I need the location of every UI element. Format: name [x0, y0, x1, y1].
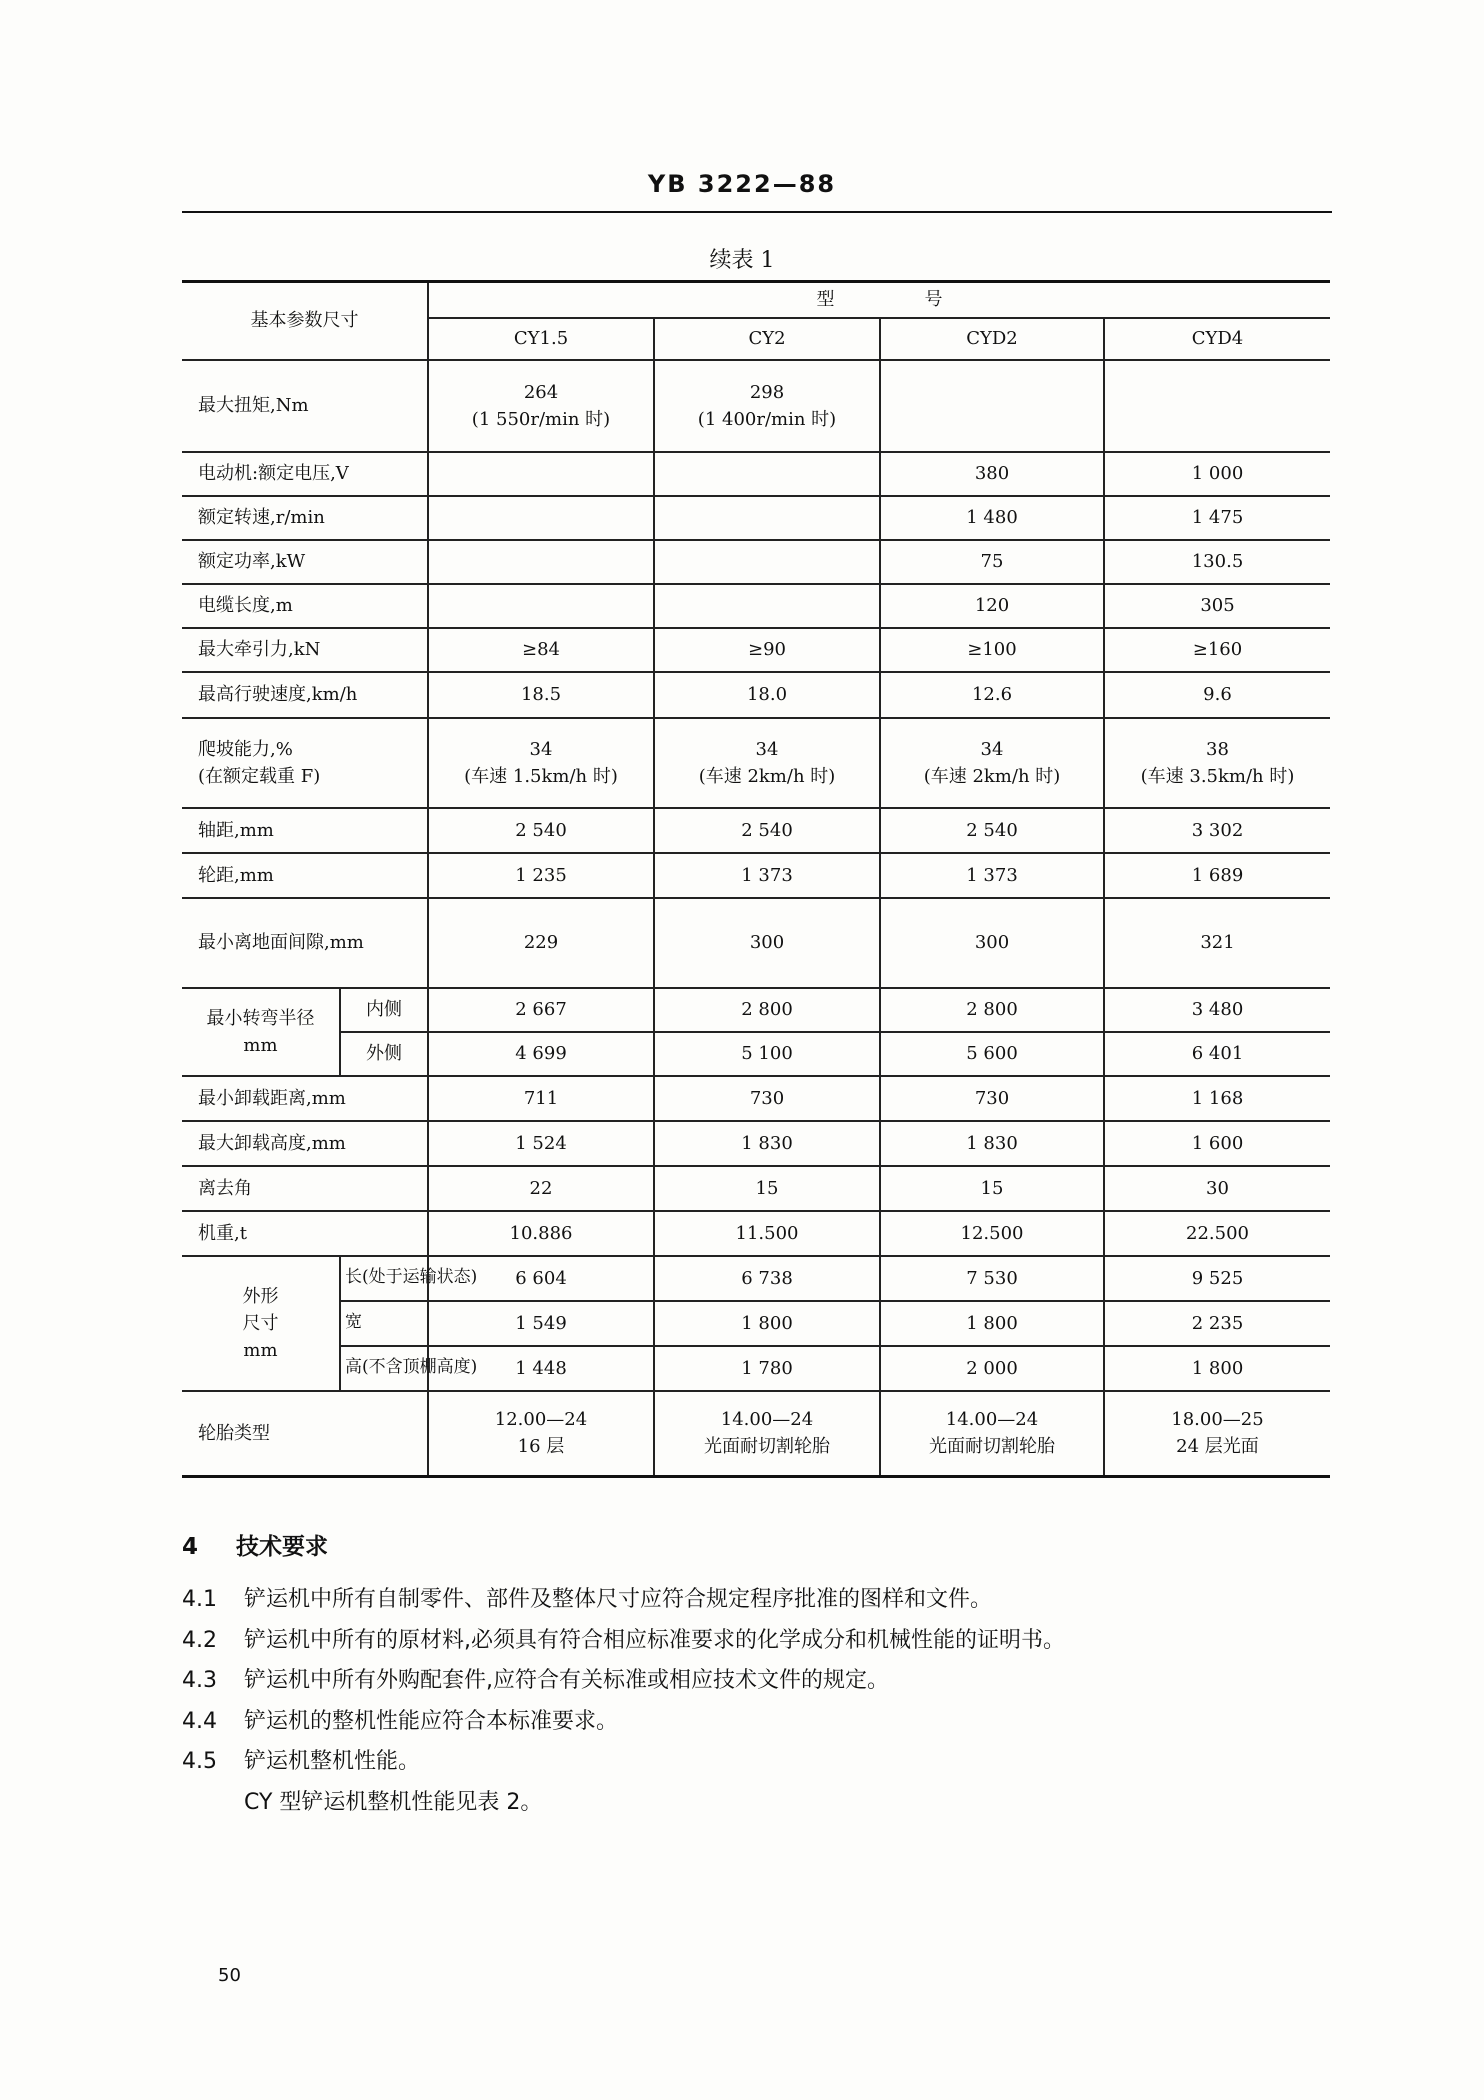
- tire-type-label: 轮胎类型: [182, 1391, 428, 1477]
- cell-line: 1 689: [1191, 864, 1244, 886]
- table-row: [182, 1391, 1330, 1477]
- cell-line: 1 000: [1191, 463, 1244, 484]
- requirement-text: 铲运机整机性能。: [244, 1749, 421, 1774]
- cell-line: 38: [1206, 738, 1229, 760]
- value-cell: 5 100: [654, 1032, 880, 1076]
- value-cell: 3 480: [1104, 988, 1330, 1032]
- value-cell: [428, 452, 654, 496]
- value-cell: [654, 628, 880, 672]
- row-label: 最小卸载距离,mm: [182, 1076, 428, 1121]
- value-cell: [880, 718, 1104, 808]
- section-title: 技术要求: [236, 1534, 329, 1560]
- value-cell: 1 780: [654, 1346, 880, 1391]
- cell-line: 305: [1200, 595, 1235, 616]
- model-cyd4: CYD4: [1104, 318, 1330, 360]
- cell-line: (车速 3.5km/h 时): [1140, 765, 1295, 787]
- table-row: [182, 540, 1330, 584]
- value-cell: 11.500: [654, 1211, 880, 1256]
- value-cell: [654, 718, 880, 808]
- value-cell: 6 401: [1104, 1032, 1330, 1076]
- requirement-item: [182, 1704, 618, 1735]
- value-cell: 12.500: [880, 1211, 1104, 1256]
- row-label: 电缆长度,m: [182, 584, 428, 628]
- value-cell: 730: [880, 1076, 1104, 1121]
- cell-line: 14.00—24: [720, 1409, 814, 1431]
- row-label: 最大扭矩,Nm: [182, 360, 428, 452]
- value-cell: [654, 1391, 880, 1477]
- value-cell: 2 235: [1104, 1301, 1330, 1346]
- cell-line: 12.00—24: [494, 1409, 588, 1431]
- value-cell: [654, 360, 880, 452]
- cell-line: ≥160: [1192, 639, 1243, 660]
- cell-line: 14.00—24: [945, 1409, 1039, 1431]
- table-row: [182, 898, 1330, 988]
- cell-line: 130.5: [1191, 551, 1244, 572]
- value-cell: 30: [1104, 1166, 1330, 1211]
- value-cell: 22.500: [1104, 1211, 1330, 1256]
- table-row: [182, 1256, 1330, 1301]
- cell-line: ≥84: [522, 639, 560, 660]
- cell-line: 298: [749, 381, 785, 403]
- row-label: 最大牵引力,kN: [182, 628, 428, 672]
- cell-line: 18.0: [746, 684, 788, 705]
- value-cell: 1 549: [428, 1301, 654, 1346]
- value-cell: [1104, 360, 1330, 452]
- table-row: [182, 628, 1330, 672]
- table-row: [182, 672, 1330, 718]
- value-cell: 2 000: [880, 1346, 1104, 1391]
- cell-line: 321: [1200, 932, 1235, 953]
- requirement-number: 4.4: [182, 1708, 217, 1734]
- value-cell: 2 800: [880, 988, 1104, 1032]
- value-cell: 4 699: [428, 1032, 654, 1076]
- cell-line: 120: [974, 595, 1010, 616]
- table-row: [182, 496, 1330, 540]
- table-row: [182, 1211, 1330, 1256]
- value-cell: 1 168: [1104, 1076, 1330, 1121]
- value-cell: [1104, 628, 1330, 672]
- row-label: 最大卸载高度,mm: [182, 1121, 428, 1166]
- value-cell: [428, 496, 654, 540]
- table-row: [182, 452, 1330, 496]
- cell-line: 1 235: [515, 864, 567, 886]
- cell-line: (1 400r/min 时): [697, 408, 837, 430]
- value-cell: 2 667: [428, 988, 654, 1032]
- cell-line: (在额定载重 F): [198, 765, 321, 787]
- value-cell: [880, 1391, 1104, 1477]
- row-label: 电动机:额定电压,V: [182, 452, 428, 496]
- value-cell: [1104, 808, 1330, 853]
- value-cell: [428, 853, 654, 898]
- value-cell: [880, 672, 1104, 718]
- turning-radius-label: [182, 988, 340, 1076]
- requirement-item: [182, 1663, 889, 1694]
- value-cell: [654, 584, 880, 628]
- row-label: 最小离地面间隙,mm: [182, 898, 428, 988]
- dim-width-label: 宽: [340, 1301, 428, 1346]
- value-cell: [654, 898, 880, 988]
- value-cell: [654, 808, 880, 853]
- value-cell: [880, 540, 1104, 584]
- value-cell: [428, 898, 654, 988]
- cell-line: 1 373: [741, 864, 793, 886]
- value-cell: [1104, 452, 1330, 496]
- turning-inner-label: 内侧: [340, 988, 428, 1032]
- value-cell: 1 600: [1104, 1121, 1330, 1166]
- value-cell: [428, 584, 654, 628]
- requirement-number: 4.5: [182, 1749, 217, 1774]
- row-label: 额定转速,r/min: [182, 496, 428, 540]
- value-cell: [880, 452, 1104, 496]
- standard-code: YB 3222—88: [647, 170, 837, 198]
- table-row: [182, 853, 1330, 898]
- table-row: [182, 1166, 1330, 1211]
- table-row: [182, 718, 1330, 808]
- param-header: 基本参数尺寸: [182, 282, 428, 360]
- value-cell: 10.886: [428, 1211, 654, 1256]
- value-cell: [880, 853, 1104, 898]
- cell-line: 3 302: [1191, 819, 1244, 841]
- model-cyd2: CYD2: [880, 318, 1104, 360]
- table-row: [182, 1032, 1330, 1076]
- value-cell: 1 800: [1104, 1346, 1330, 1391]
- cell-line: 34: [980, 738, 1004, 760]
- value-cell: [654, 853, 880, 898]
- cell-line: 爬坡能力,%: [198, 738, 293, 760]
- cell-line: 1 475: [1191, 507, 1244, 528]
- cell-line: 18.00—25: [1171, 1409, 1264, 1431]
- value-cell: [1104, 584, 1330, 628]
- cell-line: 75: [980, 551, 1004, 572]
- value-cell: [654, 672, 880, 718]
- row-label: 最高行驶速度,km/h: [182, 672, 428, 718]
- value-cell: [1104, 898, 1330, 988]
- dimensions-label: [182, 1256, 340, 1391]
- requirement-item: [182, 1582, 992, 1613]
- cell-line: 最小转弯半径: [206, 1007, 315, 1029]
- cell-line: 1 480: [966, 507, 1018, 528]
- table-row: [182, 282, 1330, 318]
- value-cell: 6 604: [428, 1256, 654, 1301]
- value-cell: [428, 360, 654, 452]
- requirement-text: 铲运机中所有自制零件、部件及整体尺寸应符合规定程序批准的图样和文件。: [244, 1587, 993, 1612]
- value-cell: 5 600: [880, 1032, 1104, 1076]
- cell-line: (1 550r/min 时): [471, 408, 611, 430]
- cell-line: 光面耐切割轮胎: [704, 1436, 830, 1458]
- row-label: 轮距,mm: [182, 853, 428, 898]
- table-row: [182, 808, 1330, 853]
- value-cell: [880, 628, 1104, 672]
- dim-height-label: 高(不含顶棚高度): [340, 1346, 428, 1391]
- cell-line: 300: [749, 932, 785, 953]
- table-row: [182, 1346, 1330, 1391]
- table-row: [182, 1301, 1330, 1346]
- turning-outer-label: 外侧: [340, 1032, 428, 1076]
- page-number: 50: [218, 1965, 241, 1986]
- model-cy1-5: CY1.5: [428, 318, 654, 360]
- value-cell: [1104, 672, 1330, 718]
- value-cell: 1 800: [654, 1301, 880, 1346]
- row-label: 轴距,mm: [182, 808, 428, 853]
- cell-line: 18.5: [520, 684, 562, 705]
- value-cell: [880, 584, 1104, 628]
- value-cell: 1 830: [654, 1121, 880, 1166]
- row-label: [182, 718, 428, 808]
- table-row: [182, 584, 1330, 628]
- cell-line: 2 540: [515, 819, 567, 841]
- value-cell: [428, 808, 654, 853]
- cell-line: (车速 2km/h 时): [923, 765, 1061, 787]
- cell-line: 2 540: [741, 819, 793, 841]
- table-row: [182, 1076, 1330, 1121]
- row-label: 额定功率,kW: [182, 540, 428, 584]
- value-cell: 2 800: [654, 988, 880, 1032]
- value-cell: 15: [654, 1166, 880, 1211]
- table-reference-note: CY 型铲运机整机性能见表 2。: [244, 1790, 543, 1815]
- value-cell: 6 738: [654, 1256, 880, 1301]
- requirement-text: 铲运机中所有外购配套件,应符合有关标准或相应技术文件的规定。: [244, 1668, 889, 1693]
- value-cell: 730: [654, 1076, 880, 1121]
- row-label: 离去角: [182, 1166, 428, 1211]
- cell-line: 24 层光面: [1176, 1436, 1259, 1458]
- cell-line: 34: [529, 738, 553, 760]
- value-cell: 711: [428, 1076, 654, 1121]
- value-cell: 9 525: [1104, 1256, 1330, 1301]
- cell-line: 300: [974, 932, 1010, 953]
- cell-line: 34: [755, 738, 779, 760]
- requirement-text: 铲运机的整机性能应符合本标准要求。: [244, 1708, 619, 1734]
- value-cell: [880, 360, 1104, 452]
- value-cell: 15: [880, 1166, 1104, 1211]
- value-cell: 1 524: [428, 1121, 654, 1166]
- value-cell: [654, 540, 880, 584]
- cell-line: 380: [974, 463, 1010, 484]
- cell-line: 12.6: [971, 684, 1013, 705]
- value-cell: [428, 540, 654, 584]
- table-caption: 续表 1: [709, 248, 775, 273]
- cell-line: (车速 1.5km/h 时): [464, 765, 618, 787]
- value-cell: 22: [428, 1166, 654, 1211]
- requirement-item: [182, 1623, 1065, 1654]
- requirement-text: 铲运机中所有的原材料,必须具有符合相应标准要求的化学成分和机械性能的证明书。: [244, 1627, 1065, 1653]
- value-cell: 7 530: [880, 1256, 1104, 1301]
- value-cell: [1104, 540, 1330, 584]
- cell-line: ≥100: [967, 639, 1017, 660]
- cell-line: 229: [523, 932, 559, 953]
- cell-line: 尺寸: [242, 1312, 279, 1334]
- value-cell: [654, 496, 880, 540]
- value-cell: [880, 808, 1104, 853]
- dim-length-label: 长(处于运输状态): [340, 1256, 428, 1301]
- cell-line: 9.6: [1203, 684, 1232, 705]
- cell-line: 1 373: [966, 864, 1018, 886]
- value-cell: [428, 628, 654, 672]
- requirement-item: [182, 1744, 420, 1775]
- section-heading: [182, 1528, 328, 1561]
- value-cell: 1 830: [880, 1121, 1104, 1166]
- cell-line: 16 层: [517, 1436, 565, 1458]
- cell-line: 264: [523, 381, 559, 403]
- value-cell: [1104, 1391, 1330, 1477]
- cell-line: 外形: [242, 1285, 279, 1307]
- value-cell: [654, 452, 880, 496]
- cell-line: 光面耐切割轮胎: [929, 1436, 1055, 1458]
- value-cell: 1 448: [428, 1346, 654, 1391]
- model-header: 型 号: [428, 282, 1330, 318]
- cell-line: mm: [243, 1339, 278, 1361]
- row-label: 机重,t: [182, 1211, 428, 1256]
- table-row: [182, 988, 1330, 1032]
- value-cell: [880, 898, 1104, 988]
- table-row: [182, 1121, 1330, 1166]
- cell-line: mm: [243, 1034, 278, 1056]
- value-cell: [880, 496, 1104, 540]
- value-cell: [428, 672, 654, 718]
- value-cell: [1104, 853, 1330, 898]
- value-cell: [1104, 496, 1330, 540]
- table-row: [182, 360, 1330, 452]
- requirement-number: 4.1: [182, 1587, 217, 1612]
- section-number: 4: [182, 1534, 199, 1560]
- spec-table: [182, 280, 1330, 1478]
- model-cy2: CY2: [654, 318, 880, 360]
- requirement-number: 4.2: [182, 1627, 217, 1653]
- cell-line: ≥90: [748, 639, 786, 660]
- value-cell: [1104, 718, 1330, 808]
- value-cell: [428, 1391, 654, 1477]
- value-cell: 1 800: [880, 1301, 1104, 1346]
- header-rule: [182, 211, 1332, 213]
- value-cell: [428, 718, 654, 808]
- cell-line: 2 540: [966, 819, 1018, 841]
- cell-line: (车速 2km/h 时): [698, 765, 836, 787]
- requirement-number: 4.3: [182, 1668, 217, 1693]
